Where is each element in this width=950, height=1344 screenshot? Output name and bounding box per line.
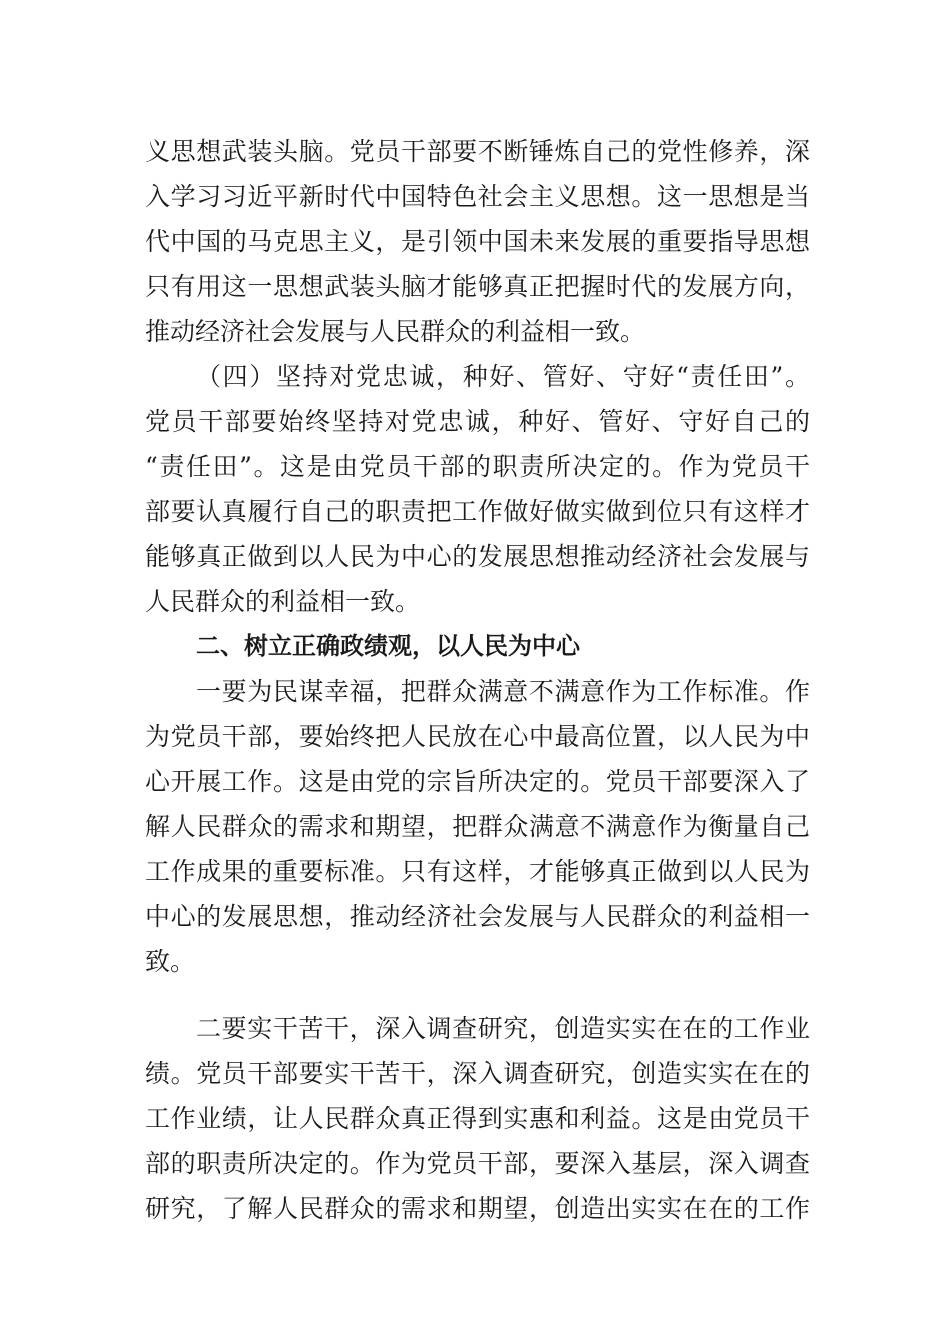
text-line: 推动经济社会发展与人民群众的利益相一致。 xyxy=(145,317,646,346)
text-line: 能够真正做到以人民为中心的发展思想推动经济社会发展与 xyxy=(145,542,810,571)
text-line: 义思想武装头脑。党员干部要不断锤炼自己的党性修养，深 xyxy=(145,137,810,166)
text-line: 解人民群众的需求和期望，把群众满意不满意作为衡量自己 xyxy=(145,812,810,841)
text-line: 致。 xyxy=(145,947,196,976)
text-line: 二要实干苦干，深入调查研究，创造实实在在的工作业 xyxy=(196,1014,810,1043)
paragraph-point-one xyxy=(145,669,810,984)
text-line: 代中国的马克思主义，是引领中国未来发展的重要指导思想 xyxy=(145,227,810,256)
text-line: 人民群众的利益相一致。 xyxy=(145,587,421,616)
paragraph-section-four xyxy=(145,354,810,624)
section-heading: 二、树立正确政绩观，以人民为中心 xyxy=(196,632,580,660)
paragraph-point-two xyxy=(145,1006,810,1231)
text-line: 只有用这一思想武装头脑才能够真正把握时代的发展方向， xyxy=(145,272,810,301)
text-line: 工作业绩，让人民群众真正得到实惠和利益。这是由党员干 xyxy=(145,1104,810,1133)
text-line: “责任田”。这是由党员干部的职责所决定的。作为党员干 xyxy=(145,452,810,481)
text-line: 一要为民谋幸福，把群众满意不满意作为工作标准。作 xyxy=(196,677,810,706)
text-line: 部要认真履行自己的职责把工作做好做实做到位只有这样才 xyxy=(145,497,810,526)
text-line: 党员干部要始终坚持对党忠诚，种好、管好、守好自己的 xyxy=(145,407,810,436)
text-line: 部的职责所决定的。作为党员干部，要深入基层，深入调查 xyxy=(145,1149,810,1178)
subsection-heading-line: （四）坚持对党忠诚，种好、管好、守好“责任田”。 xyxy=(196,362,810,391)
document-body xyxy=(145,129,810,1231)
paragraph-continuation xyxy=(145,129,810,354)
text-line: 绩。党员干部要实干苦干，深入调查研究，创造实实在在的 xyxy=(145,1059,810,1088)
text-line: 入学习习近平新时代中国特色社会主义思想。这一思想是当 xyxy=(145,182,810,211)
text-line: 中心的发展思想，推动经济社会发展与人民群众的利益相一 xyxy=(145,902,810,931)
text-line: 工作成果的重要标准。只有这样，才能够真正做到以人民为 xyxy=(145,857,810,886)
text-line: 为党员干部，要始终把人民放在心中最高位置，以人民为中 xyxy=(145,722,810,751)
text-line: 研究，了解人民群众的需求和期望，创造出实实在在的工作 xyxy=(145,1194,810,1223)
text-line: 心开展工作。这是由党的宗旨所决定的。党员干部要深入了 xyxy=(145,767,810,796)
